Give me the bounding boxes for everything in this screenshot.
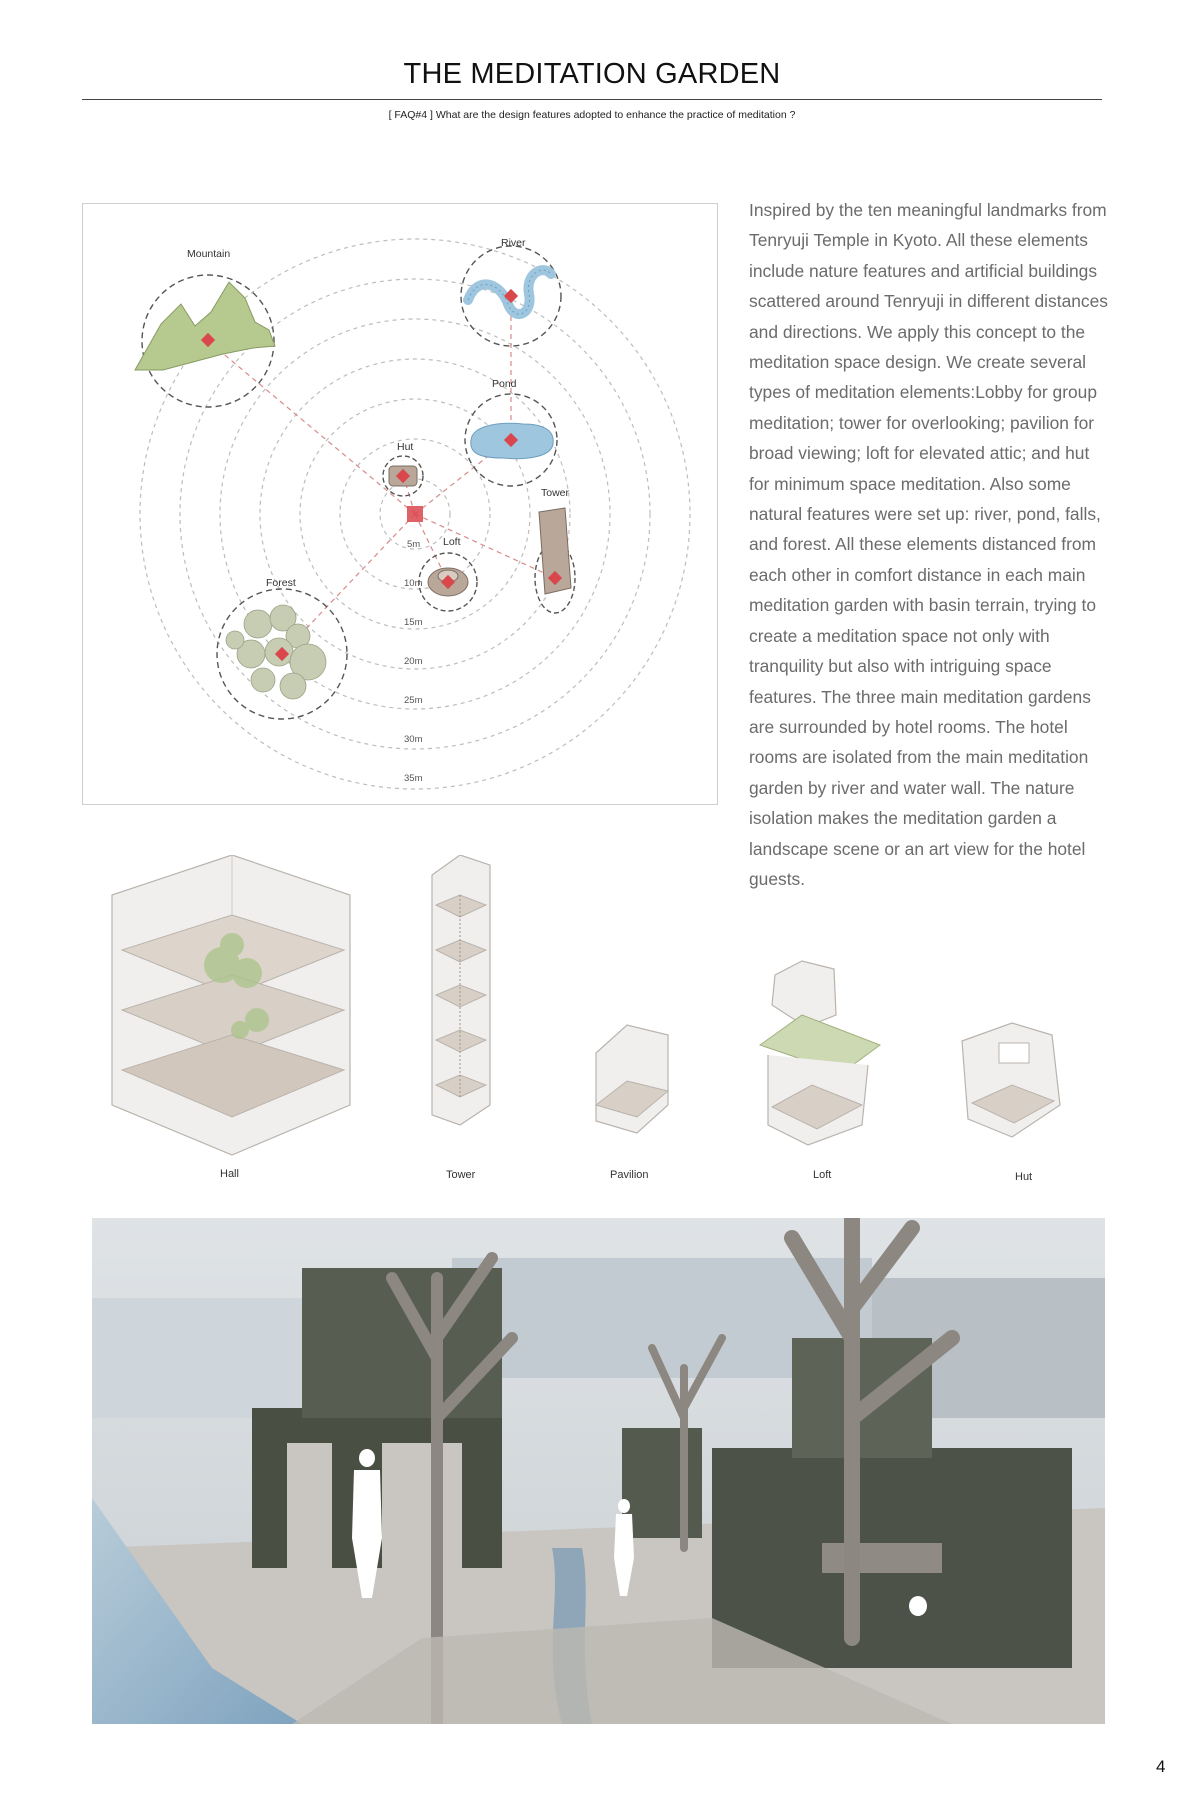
pavilion-label-loft: Loft	[813, 1169, 832, 1181]
label-forest: Forest	[266, 577, 296, 589]
pavilion-label-tower: Tower	[446, 1169, 476, 1181]
ring-label: 10m	[404, 578, 423, 589]
label-pond: Pond	[492, 378, 517, 390]
loft-drawing	[760, 961, 880, 1181]
connection-lines	[208, 300, 555, 654]
ring-label: 5m	[407, 539, 421, 550]
label-river: River	[501, 237, 526, 249]
pavilion-label-pavilion: Pavilion	[610, 1169, 649, 1181]
tower-element	[535, 508, 575, 613]
hut-drawing	[962, 1023, 1060, 1183]
page-title: THE MEDITATION GARDEN	[403, 58, 781, 90]
label-hut: Hut	[397, 441, 414, 453]
label-mountain: Mountain	[187, 248, 231, 260]
loft-element	[419, 553, 477, 611]
river-element	[461, 246, 561, 346]
page-subtitle: [ FAQ#4 ] What are the design features adopted to enhance the practice of meditation ?	[388, 109, 796, 121]
label-tower: Tower	[541, 487, 570, 499]
pavilion-drawings	[82, 855, 1102, 1195]
diagram-canvas	[83, 204, 719, 806]
tower-drawing	[432, 855, 490, 1181]
description-paragraph: Inspired by the ten meaningful landmarks from Tenryuji Temple in Kyoto. All these elements include nature features and artificial buildings scattered around Tenryuji in different distances and directions. We apply this concept to the meditation space design. We create several types of meditation elements:Lobby for group meditation; tower for overlooking; pavilion for broad viewing; loft for elevated attic; and hut for minimum space meditation. Also some natural features were set up: river, pond, falls, and forest. All these elements distanced from each other in comfort distance in each main meditation garden with basin terrain, trying to create a meditation space not only with tranquility but also with intriguing space features. The three main meditation gardens are surrounded by hotel rooms. The hotel rooms are isolated from the main meditation garden by river and water wall. The nature isolation makes the meditation garden a landscape scene or an art view for the hotel guests.	[749, 200, 1108, 889]
ring-label: 25m	[404, 695, 423, 706]
page-number: 4	[1156, 1757, 1166, 1776]
label-loft: Loft	[443, 536, 461, 548]
forest-element	[217, 589, 347, 719]
hut-element	[383, 456, 423, 496]
pavilion-drawing	[596, 1025, 668, 1181]
ring-label: 35m	[404, 773, 423, 784]
mountain-element	[135, 275, 275, 407]
pavilion-label-hut: Hut	[1015, 1171, 1033, 1183]
hall-drawing	[112, 855, 350, 1180]
garden-rendering-image	[92, 1218, 1105, 1724]
pavilion-label-hall: Hall	[220, 1168, 239, 1180]
landmark-distance-diagram	[82, 203, 718, 805]
ring-label: 20m	[404, 656, 423, 667]
garden-rendering	[92, 1218, 1105, 1724]
ring-label: 15m	[404, 617, 423, 628]
pavilion-types	[82, 855, 1102, 1195]
center-marker	[407, 506, 423, 522]
ring-label: 30m	[404, 734, 423, 745]
title-rule	[82, 99, 1102, 100]
